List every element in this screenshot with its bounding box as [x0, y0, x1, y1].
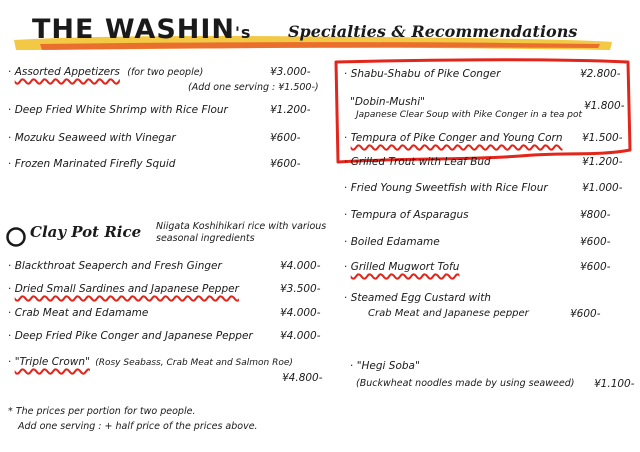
item-name: Deep Fried Pike Conger and Japanese Pepper [14, 330, 253, 342]
item-price: ¥600- [580, 261, 611, 273]
item-price: ¥1.100- [594, 378, 635, 390]
item-sub: Crab Meat and Japanese pepper [368, 308, 529, 319]
menu-item-fried-sweetfish: · Fried Young Sweetfish with Rice Flour [344, 182, 548, 194]
item-name: Boiled Edamame [350, 236, 440, 248]
item-price: ¥600- [270, 132, 301, 144]
item-price: ¥4.000- [280, 260, 321, 272]
item-price: ¥1.800- [584, 100, 625, 112]
item-price: ¥4.000- [280, 307, 321, 319]
menu-item-dried-sardines: · Dried Small Sardines and Japanese Pepper [8, 283, 239, 295]
menu-item-mozuku-seaweed: · Mozuku Seaweed with Vinegar [8, 132, 176, 144]
item-price: ¥1.000- [582, 182, 623, 194]
item-name: Dried Small Sardines and Japanese Pepper [14, 283, 239, 295]
item-name: Grilled Trout with Leaf Bud [350, 156, 491, 168]
item-note: (Rosy Seabass, Crab Meat and Salmon Roe) [95, 358, 293, 368]
clay-pot-icon [8, 229, 25, 246]
menu-item-mugwort-tofu: · Grilled Mugwort Tofu [344, 261, 460, 273]
item-name: Mozuku Seaweed with Vinegar [14, 132, 176, 144]
menu-item-triple-crown: · "Triple Crown" (Rosy Seabass, Crab Meat and Salmon Roe) [8, 356, 293, 368]
item-name: Tempura of Asparagus [350, 209, 469, 221]
menu-item-boiled-edamame: · Boiled Edamame [344, 236, 440, 248]
item-name: "Hegi Soba" [356, 360, 420, 372]
menu-item-grilled-trout: · Grilled Trout with Leaf Bud [344, 156, 491, 168]
item-price: ¥600- [580, 236, 611, 248]
item-price: ¥4.800- [282, 372, 323, 384]
item-sub: (Add one serving : ¥1.500-) [188, 82, 319, 93]
section-heading-clay-pot: Clay Pot Rice [30, 223, 142, 241]
item-price: ¥600- [570, 308, 601, 320]
item-name: Steamed Egg Custard with [350, 292, 491, 304]
item-sub: Japanese Clear Soup with Pike Conger in a tea pot [356, 110, 583, 120]
item-price: ¥1.200- [582, 156, 623, 168]
menu-item-hegi-soba: · "Hegi Soba" [350, 360, 420, 372]
title-main: THE WASHIN [32, 14, 236, 45]
item-price: ¥600- [270, 158, 301, 170]
item-price: ¥3.500- [280, 283, 321, 295]
item-name: Shabu-Shabu of Pike Conger [350, 68, 501, 80]
item-name: Fried Young Sweetfish with Rice Flour [350, 182, 548, 194]
menu-item-crab-edamame: · Crab Meat and Edamame [8, 307, 149, 319]
footnote-line-2: Add one serving : + half price of the prices above. [18, 421, 258, 432]
item-price: ¥2.800- [580, 68, 621, 80]
page-subtitle: Specialties & Recommendations [288, 22, 578, 41]
page-title [32, 14, 251, 45]
item-price: ¥800- [580, 209, 611, 221]
menu-item-blackthroat-seaperch: · Blackthroat Seaperch and Fresh Ginger [8, 260, 222, 272]
item-note: (for two people) [127, 67, 204, 78]
item-price: ¥1.200- [270, 104, 311, 116]
menu-item-firefly-squid: · Frozen Marinated Firefly Squid [8, 158, 176, 170]
title-suffix: 's [235, 23, 252, 42]
item-name: Deep Fried White Shrimp with Rice Flour [14, 104, 228, 116]
item-price: ¥4.000- [280, 330, 321, 342]
item-name: Tempura of Pike Conger and Young Corn [350, 132, 563, 144]
item-name: "Dobin-Mushi" [350, 96, 425, 108]
footnote-line-1: * The prices per portion for two people. [8, 406, 196, 417]
item-name: Blackthroat Seaperch and Fresh Ginger [14, 260, 222, 272]
section-subheading-clay-pot: Niigata Koshihikari rice with various seasonal ingredients [156, 221, 327, 244]
item-name: Frozen Marinated Firefly Squid [14, 158, 176, 170]
menu-item-steamed-egg-custard: · Steamed Egg Custard with [344, 292, 491, 304]
item-price: ¥3.000- [270, 66, 311, 78]
item-name: Crab Meat and Edamame [14, 307, 149, 319]
menu-item-fried-pike-conger: · Deep Fried Pike Conger and Japanese Pepper [8, 330, 253, 342]
menu-item-tempura-pike-conger: · Tempura of Pike Conger and Young Corn [344, 132, 563, 144]
item-name: Grilled Mugwort Tofu [350, 261, 460, 273]
item-name: Assorted Appetizers [14, 66, 120, 78]
menu-item-assorted-appetizers: · Assorted Appetizers (for two people) [8, 66, 204, 78]
menu-item-shabu-shabu: · Shabu-Shabu of Pike Conger [344, 68, 501, 80]
item-sub: (Buckwheat noodles made by using seaweed) [356, 378, 575, 389]
menu-item-tempura-asparagus: · Tempura of Asparagus [344, 209, 469, 221]
item-name: "Triple Crown" [14, 356, 90, 368]
menu-item-fried-white-shrimp: · Deep Fried White Shrimp with Rice Flour [8, 104, 228, 116]
menu-item-dobin-mushi [350, 96, 425, 108]
item-price: ¥1.500- [582, 132, 623, 144]
